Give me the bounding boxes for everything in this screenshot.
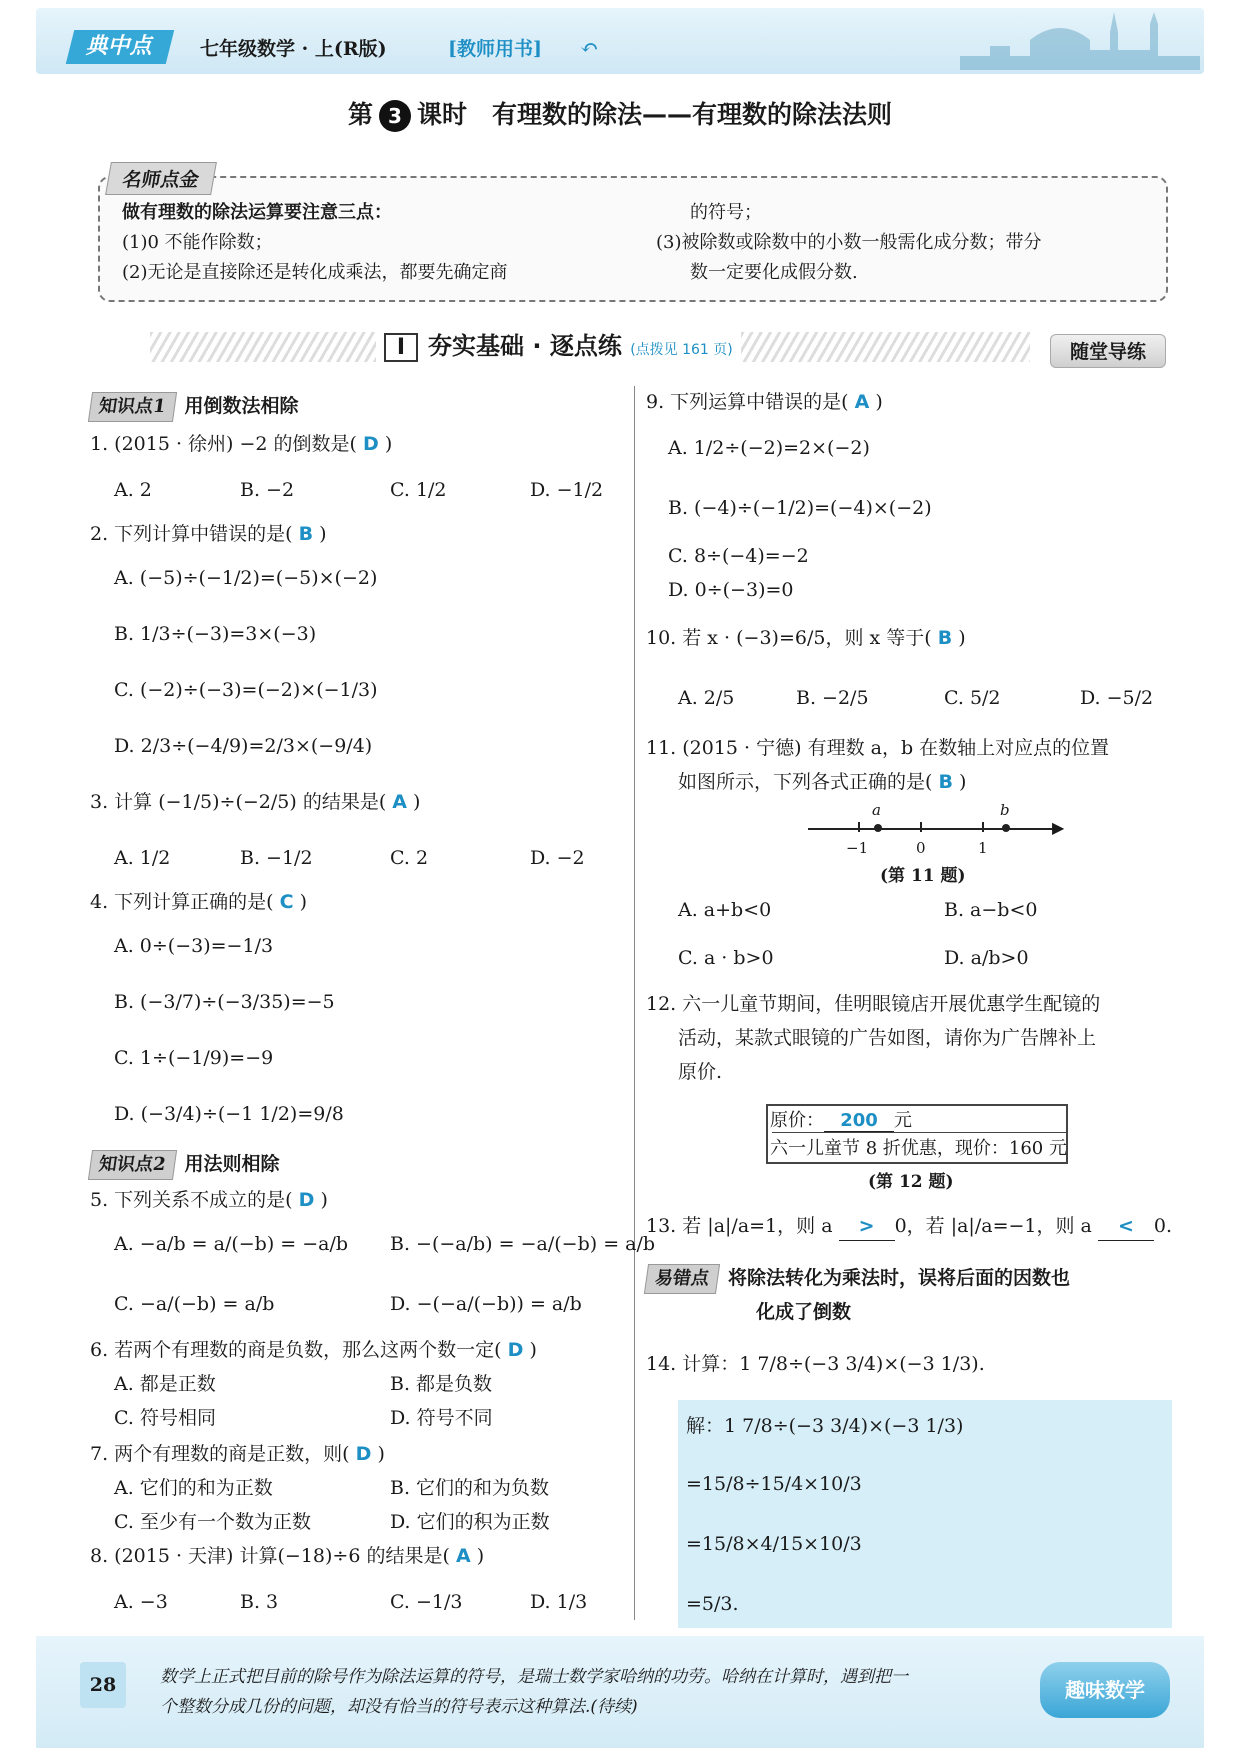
knowledge-point-2: 知识点2 用法则相除 xyxy=(90,1150,280,1180)
question-11: 11. (2015 · 宁德) 有理数 a，b 在数轴上对应点的位置 xyxy=(646,737,1110,759)
option-c: C. a · b>0 xyxy=(678,947,774,969)
question-7: 7. 两个有理数的商是正数，则( D ) xyxy=(90,1443,385,1465)
tick-label: 0 xyxy=(916,839,926,857)
question-11-cont: 如图所示，下列各式正确的是( B ) xyxy=(678,771,967,793)
option-a: A. 都是正数 xyxy=(114,1373,216,1395)
option-a: A. (−5)÷(−1/2)=(−5)×(−2) xyxy=(114,567,378,589)
question-14: 14. 计算：1 7/8÷(−3 3/4)×(−3 1/3). xyxy=(646,1353,985,1375)
skyline-icon xyxy=(960,10,1200,70)
question-4: 4. 下列计算正确的是( C ) xyxy=(90,891,308,913)
question-6: 6. 若两个有理数的商是负数，那么这两个数一定( D ) xyxy=(90,1339,537,1361)
option-b: B. 3 xyxy=(240,1591,279,1613)
answer: A xyxy=(854,391,870,413)
teacher-tip-tag: 名师点金 xyxy=(105,162,217,195)
option-a: A. −a/b = a/(−b) = −a/b xyxy=(114,1233,349,1255)
option-b: B. a−b<0 xyxy=(944,899,1038,921)
section-ref: (点拨见 161 页) xyxy=(630,342,733,358)
edition-label: [教师用书] xyxy=(448,38,542,60)
option-a: A. 1/2÷(−2)=2×(−2) xyxy=(668,437,870,459)
tip-line: (1)0 不能作除数； xyxy=(122,232,273,253)
option-b: B. −(−a/b) = −a/(−b) = a/b xyxy=(390,1233,656,1255)
option-b: B. (−4)÷(−1/2)=(−4)×(−2) xyxy=(668,497,932,519)
figure-caption: (第 12 题) xyxy=(868,1172,954,1192)
option-d: D. 符号不同 xyxy=(390,1407,493,1429)
question-10: 10. 若 x · (−3)=6/5，则 x 等于( B ) xyxy=(646,627,966,649)
option-a: A. 2/5 xyxy=(678,687,735,709)
ad-discount-row: 六一儿童节 8 折优惠，现价：160 元 xyxy=(770,1138,1067,1159)
option-c: C. (−2)÷(−3)=(−2)×(−1/3) xyxy=(114,679,378,701)
answer: D xyxy=(355,1443,372,1465)
option-d: D. (−3/4)÷(−1 1/2)=9/8 xyxy=(114,1103,344,1125)
figure-caption: (第 11 题) xyxy=(880,866,966,886)
option-d: D. −5/2 xyxy=(1080,687,1154,709)
tick-label: −1 xyxy=(846,839,869,857)
question-1: 1. (2015 · 徐州) −2 的倒数是( D ) xyxy=(90,433,393,455)
option-d: D. 它们的积为正数 xyxy=(390,1511,550,1533)
fun-math-badge: 趣味数学 xyxy=(1040,1662,1170,1718)
answer: B xyxy=(298,523,314,545)
option-c: C. 8÷(−4)=−2 xyxy=(668,545,809,567)
tip-line: 的符号； xyxy=(690,202,762,223)
knowledge-point-1: 知识点1 用倒数法相除 xyxy=(90,392,299,422)
option-a: A. 0÷(−3)=−1/3 xyxy=(114,935,274,957)
tip-line: 做有理数的除法运算要注意三点： xyxy=(122,202,392,223)
book-title: 七年级数学 · 上(R版) xyxy=(200,38,387,60)
option-c: C. 1÷(−1/9)=−9 xyxy=(114,1047,274,1069)
answer: D xyxy=(298,1189,315,1211)
option-d: D. 0÷(−3)=0 xyxy=(668,579,794,601)
column-divider xyxy=(634,386,635,1620)
solution-line: 解：1 7/8÷(−3 3/4)×(−3 1/3) xyxy=(686,1415,964,1437)
ad-price-row: 原价： 200 元 xyxy=(770,1110,912,1131)
solution-line: =15/8÷15/4×10/3 xyxy=(686,1473,862,1495)
answer: > xyxy=(839,1212,895,1241)
tick xyxy=(982,822,984,832)
question-5: 5. 下列关系不成立的是( D ) xyxy=(90,1189,328,1211)
label-b: b xyxy=(1000,801,1010,819)
tick xyxy=(858,822,860,832)
answer: 200 xyxy=(824,1110,894,1132)
option-a: A. 它们的和为正数 xyxy=(114,1477,273,1499)
option-d: D. 1/3 xyxy=(530,1591,588,1613)
option-d: D. −2 xyxy=(530,847,585,869)
number-line xyxy=(808,828,1058,832)
answer: A xyxy=(455,1545,471,1567)
question-8: 8. (2015 · 天津) 计算(−18)÷6 的结果是( A ) xyxy=(90,1545,485,1567)
question-2: 2. 下列计算中错误的是( B ) xyxy=(90,523,327,545)
tick-label: 1 xyxy=(978,839,988,857)
question-12-cont: 原价. xyxy=(678,1061,723,1083)
solution-line: =15/8×4/15×10/3 xyxy=(686,1533,862,1555)
answer: D xyxy=(507,1339,524,1361)
answer: C xyxy=(279,891,294,913)
answer: B xyxy=(937,627,953,649)
option-d: D. −1/2 xyxy=(530,479,604,501)
error-point-cont: 化成了倒数 xyxy=(756,1301,852,1323)
question-12: 12. 六一儿童节期间，佳明眼镜店开展优惠学生配镜的 xyxy=(646,993,1101,1015)
option-c: C. 2 xyxy=(390,847,429,869)
answer: < xyxy=(1098,1212,1154,1241)
tip-line: (2)无论是直接除还是转化成乘法，都要先确定商 xyxy=(122,262,508,283)
option-b: B. (−3/7)÷(−3/35)=−5 xyxy=(114,991,335,1013)
lesson-number: 3 xyxy=(379,100,411,132)
ad-divider xyxy=(772,1132,1066,1133)
tick xyxy=(920,822,922,832)
solution-line: =5/3. xyxy=(686,1593,739,1615)
question-12-cont: 活动，某款式眼镜的广告如图，请你为广告牌补上 xyxy=(678,1027,1097,1049)
section-badge: 随堂导练 xyxy=(1050,334,1166,368)
option-d: D. a/b>0 xyxy=(944,947,1029,969)
tip-line: (3)被除数或除数中的小数一般需化成分数；带分 xyxy=(656,232,1042,253)
option-c: C. 5/2 xyxy=(944,687,1001,709)
tip-line: 数一定要化成假分数. xyxy=(690,262,858,283)
point-a xyxy=(874,824,882,832)
option-c: C. 1/2 xyxy=(390,479,447,501)
question-13: 13. 若 |a|/a=1，则 a > 0，若 |a|/a=−1，则 a < 0. xyxy=(646,1212,1172,1241)
option-a: A. −3 xyxy=(114,1591,168,1613)
error-point: 易错点 将除法转化为乘法时，误将后面的因数也 xyxy=(646,1264,1070,1294)
option-c: C. −1/3 xyxy=(390,1591,463,1613)
option-a: A. 1/2 xyxy=(114,847,171,869)
option-d: D. −(−a/(−b)) = a/b xyxy=(390,1293,582,1315)
option-b: B. 都是负数 xyxy=(390,1373,493,1395)
option-c: C. 符号相同 xyxy=(114,1407,216,1429)
page-number: 28 xyxy=(80,1662,126,1708)
arrow-right-icon: ▶ xyxy=(1052,818,1065,837)
section-title: I 夯实基础 · 逐点练 (点拨见 161 页) xyxy=(376,326,741,362)
footer-note: 数学上正式把目前的除号作为除法运算的符号，是瑞士数学家哈纳的功劳。哈纳在计算时，遇到把一 个整数分成几份的问题，却没有恰当的符号表示这种算法.(待续) xyxy=(160,1667,908,1717)
point-b xyxy=(1002,824,1010,832)
option-a: A. 2 xyxy=(114,479,152,501)
option-b: B. −2/5 xyxy=(796,687,869,709)
option-b: B. 它们的和为负数 xyxy=(390,1477,550,1499)
question-3: 3. 计算 (−1/5)÷(−2/5) 的结果是( A ) xyxy=(90,791,421,813)
answer: A xyxy=(392,791,407,813)
option-b: B. 1/3÷(−3)=3×(−3) xyxy=(114,623,317,645)
option-c: C. 至少有一个数为正数 xyxy=(114,1511,311,1533)
option-b: B. −2 xyxy=(240,479,295,501)
answer: D xyxy=(363,433,379,455)
option-d: D. 2/3÷(−4/9)=2/3×(−9/4) xyxy=(114,735,373,757)
option-c: C. −a/(−b) = a/b xyxy=(114,1293,275,1315)
answer: B xyxy=(938,771,953,793)
option-b: B. −1/2 xyxy=(240,847,313,869)
question-9: 9. 下列运算中错误的是( A ) xyxy=(646,391,883,413)
option-a: A. a+b<0 xyxy=(678,899,772,921)
return-arrow-icon: ↶ xyxy=(580,36,599,61)
label-a: a xyxy=(872,801,881,819)
lesson-title: 第 3 课时 有理数的除法——有理数的除法法则 xyxy=(0,95,1240,132)
brand-logo: 典中点 xyxy=(66,30,174,64)
